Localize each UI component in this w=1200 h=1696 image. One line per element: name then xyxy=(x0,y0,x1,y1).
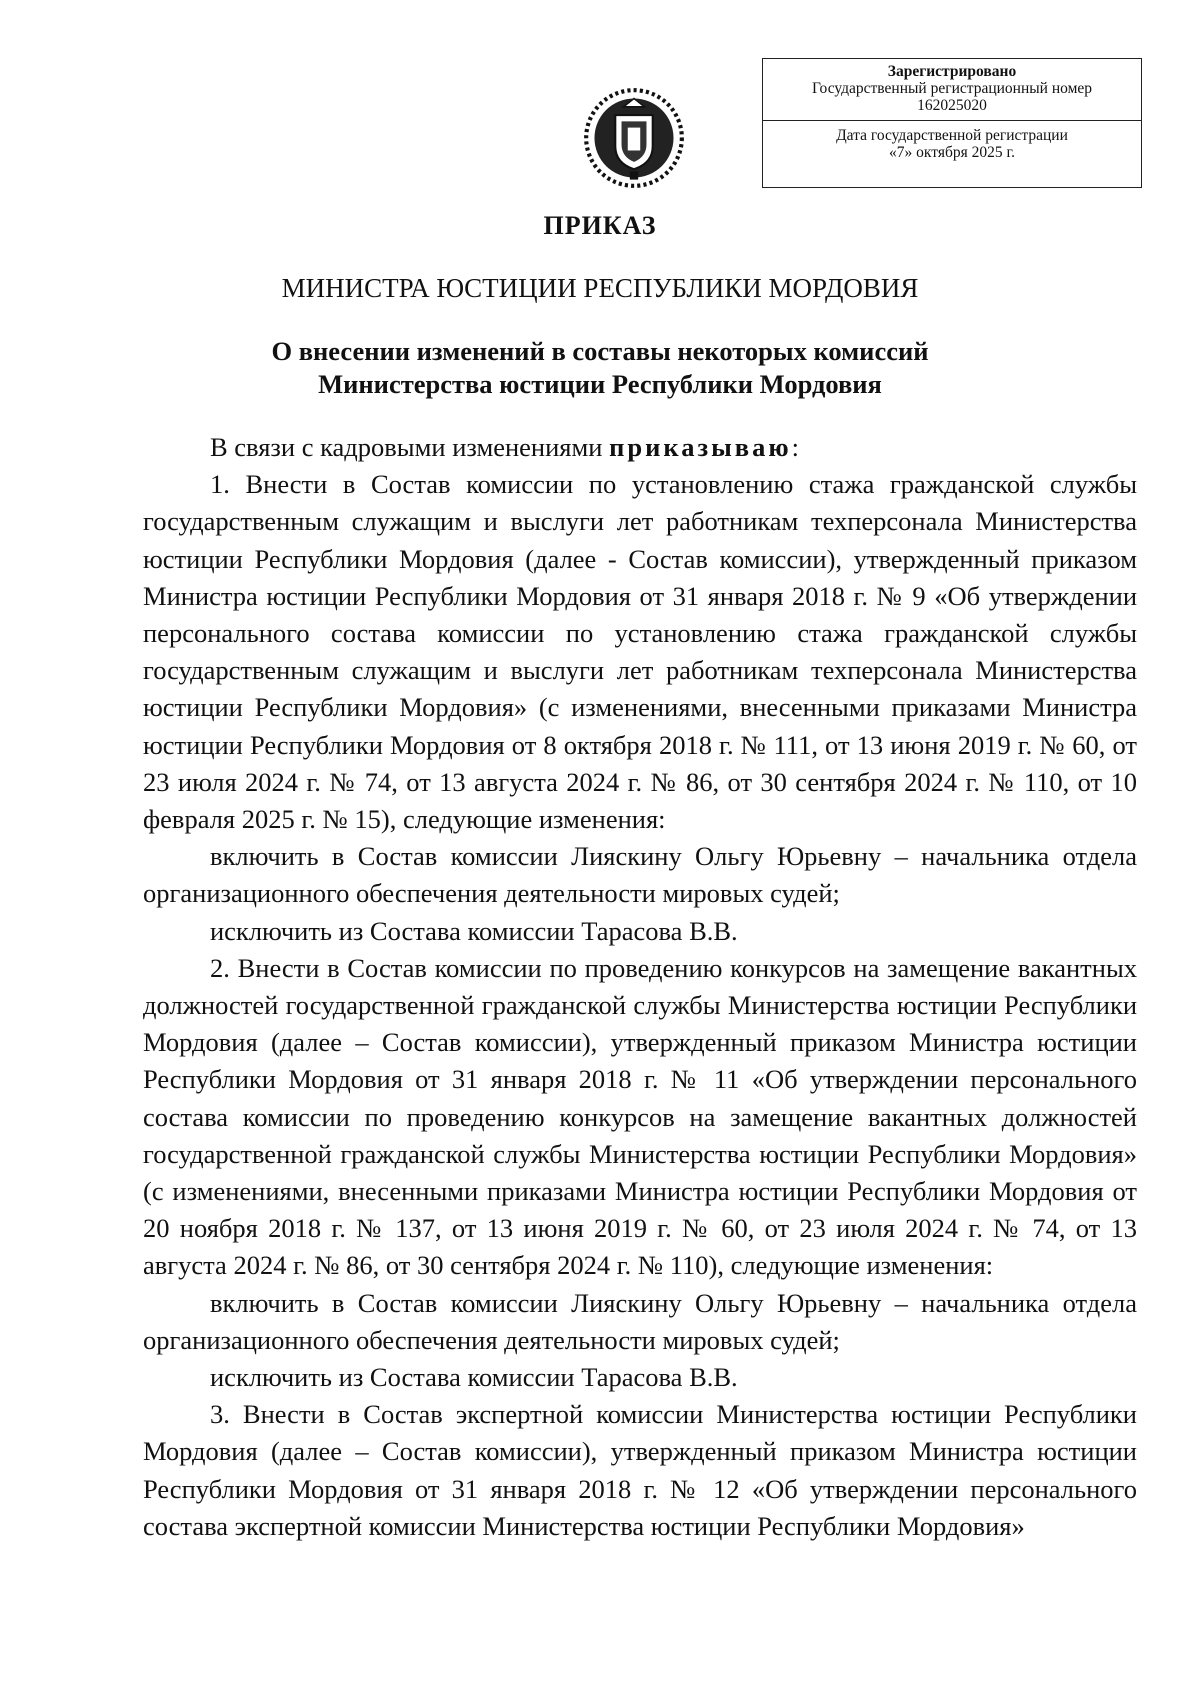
item-2-include: включить в Состав комиссии Лияскину Ольгу Юрьевну – начальника отдела организационного обеспечения деятельности мировых судей; xyxy=(143,1287,1137,1355)
subject-line-1: О внесении изменений в составы некоторых комиссий xyxy=(271,336,929,366)
registration-date-block xyxy=(763,121,1141,161)
subject-line-2: Министерства юстиции Республики Мордовия xyxy=(318,369,882,399)
coat-of-arms-icon xyxy=(582,86,686,190)
item-1: 1. Внести в Состав комиссии по установлению стажа гражданской службы государственным служащим и выслуги лет работникам техперсонала Министерства юстиции Республики Мордовия (далее - Состав комиссии), утвержденный приказом Министра юстиции Республики Мордовия от 31 января 2018 г. № 9 «Об утверждении персонального состава комиссии по установлению стажа гражданской службы государственным служащим и выслуги лет работникам техперсонала Министерства юстиции Республики Мордовия» (с изменениями, внесенными приказами Министра юстиции Республики Мордовия от 8 октября 2018 г. № 111, от 13 июня 2019 г. № 60, от 23 июля 2024 г. № 74, от 13 августа 2024 г. № 86, от 30 сентября 2024 г. № 110, от 10 февраля 2025 г. № 15), следующие изменения: xyxy=(143,469,1137,835)
item-1-exclude: исключить из Состава комиссии Тарасова В.В. xyxy=(210,915,738,946)
registration-date: «7» октября 2025 г. xyxy=(889,144,1015,161)
intro-paragraph xyxy=(143,429,1137,466)
issuer-title: МИНИСТРА ЮСТИЦИИ РЕСПУБЛИКИ МОРДОВИЯ xyxy=(281,273,919,303)
intro-end: : xyxy=(791,432,799,462)
registration-number-label: Государственный регистрационный номер xyxy=(811,80,1093,97)
registration-stamp xyxy=(762,58,1142,188)
item-1-include: включить в Состав комиссии Лияскину Ольгу Юрьевну – начальника отдела организационного обеспечения деятельности мировых судей; xyxy=(143,841,1137,909)
item-2-exclude: исключить из Состава комиссии Тарасова В.В. xyxy=(210,1362,738,1393)
document-subject xyxy=(0,335,1200,401)
document-type: ПРИКАЗ xyxy=(543,211,657,240)
item-3: 3. Внести в Состав экспертной комиссии Министерства юстиции Республики Мордовия (далее – Состав комиссии), утвержденный приказом Министра юстиции Республики Мордовия от 31 января 2018 г. № 12 «Об утверждении персонального состава экспертной комиссии Министерства юстиции Республики Мордовия» xyxy=(143,1399,1137,1541)
registration-date-label: Дата государственной регистрации xyxy=(836,127,1068,144)
item-2: 2. Внести в Состав комиссии по проведению конкурсов на замещение вакантных должностей государственной гражданской службы Министерства юстиции Республики Мордовия (далее – Состав комиссии), утвержденный приказом Министра юстиции Республики Мордовия от 31 января 2018 г. № 11 «Об утверждении персонального состава комиссии по проведению конкурсов на замещение вакантных должностей государственной гражданской службы Министерства юстиции Республики Мордовия» (с изменениями, внесенными приказами Министра юстиции Республики Мордовия от 20 ноября 2018 г. № 137, от 13 июня 2019 г. № 60, от 23 июля 2024 г. № 74, от 13 августа 2024 г. № 86, от 30 сентября 2024 г. № 110), следующие изменения: xyxy=(143,952,1137,1281)
intro-text: В связи с кадровыми изменениями xyxy=(210,432,603,462)
registration-title: Зарегистрировано xyxy=(887,63,1017,80)
registration-number: 162025020 xyxy=(917,97,987,114)
intro-keyword: приказываю xyxy=(609,432,792,462)
document-body xyxy=(143,429,1137,1545)
registration-number-block xyxy=(763,59,1141,121)
